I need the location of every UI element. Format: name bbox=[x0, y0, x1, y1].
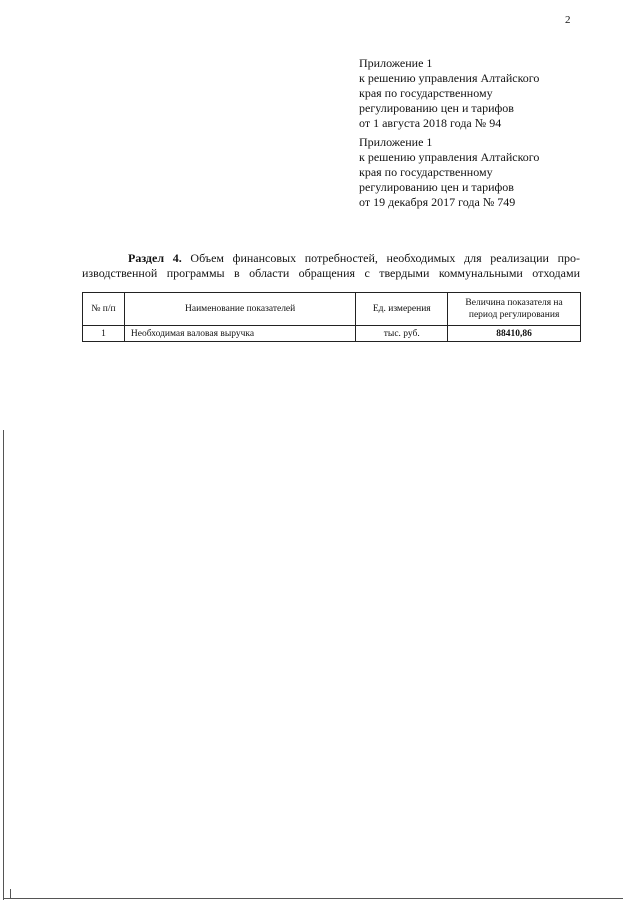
financial-needs-table bbox=[82, 292, 581, 342]
page-number: 2 bbox=[565, 14, 571, 26]
appendix-line: регулированию цен и тарифов bbox=[359, 101, 514, 115]
cell-indicator-name: Необходимая валовая выручка bbox=[124, 326, 355, 342]
appendix-block-2018 bbox=[359, 56, 539, 131]
scan-edge-left bbox=[3, 430, 4, 900]
section-title bbox=[82, 251, 580, 281]
header-indicator-name: Наименование показателей bbox=[124, 293, 355, 326]
table-header-row bbox=[83, 293, 581, 326]
appendix-line: к решению управления Алтайского bbox=[359, 150, 540, 164]
appendix-line: от 1 августа 2018 года № 94 bbox=[359, 116, 502, 130]
header-unit: Ед. измерения bbox=[356, 293, 448, 326]
appendix-line: к решению управления Алтайского bbox=[359, 71, 540, 85]
header-number: № п/п bbox=[83, 293, 125, 326]
section-label: Раздел 4. bbox=[128, 251, 182, 265]
table-row bbox=[83, 326, 581, 342]
appendix-line: края по государственному bbox=[359, 165, 493, 179]
appendix-line: Приложение 1 bbox=[359, 56, 433, 70]
header-value: Величина показателя на период регулирования bbox=[448, 293, 581, 326]
scan-edge-tick bbox=[10, 889, 11, 899]
section-title-line2: изводственной программы в области обращения с твердыми коммунальными отходами bbox=[82, 266, 580, 280]
appendix-line: Приложение 1 bbox=[359, 135, 433, 149]
scan-edge-bottom bbox=[3, 898, 623, 899]
appendix-block-2017 bbox=[359, 135, 539, 210]
cell-number: 1 bbox=[83, 326, 125, 342]
cell-unit: тыс. руб. bbox=[356, 326, 448, 342]
appendix-line: края по государственному bbox=[359, 86, 493, 100]
appendix-line: регулированию цен и тарифов bbox=[359, 180, 514, 194]
cell-value: 88410,86 bbox=[448, 326, 581, 342]
section-title-line1: Объем финансовых потребностей, необходимых для реализации про- bbox=[190, 251, 580, 265]
appendix-line: от 19 декабря 2017 года № 749 bbox=[359, 195, 516, 209]
